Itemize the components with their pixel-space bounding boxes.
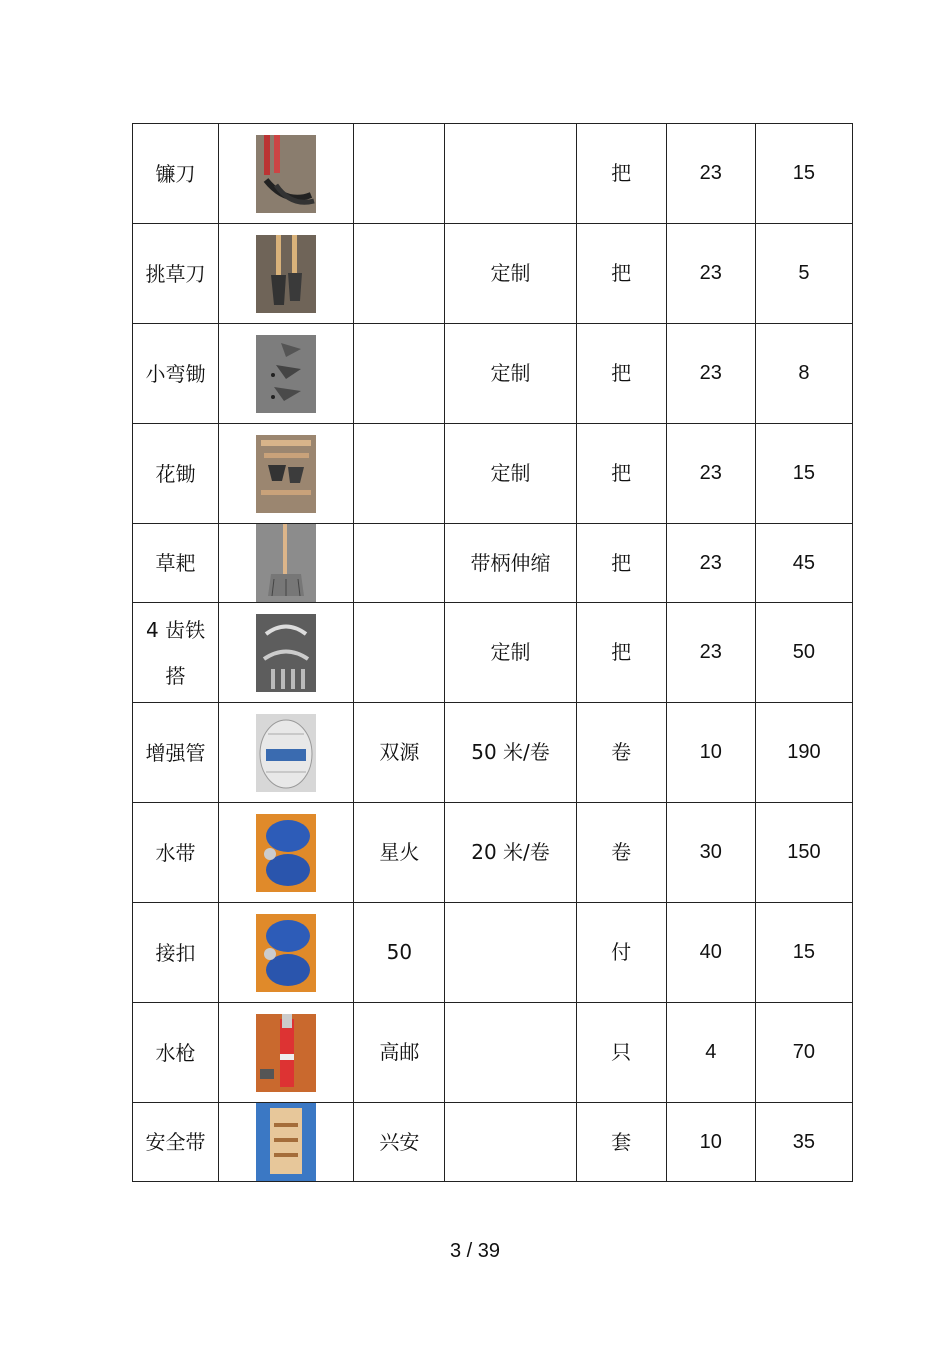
item-qty: 23 bbox=[666, 603, 755, 703]
item-brand bbox=[354, 124, 445, 224]
item-name: 水带 bbox=[133, 803, 219, 903]
flower-hoe-photo bbox=[256, 435, 316, 513]
item-qty: 4 bbox=[666, 1003, 755, 1103]
table-row bbox=[133, 1103, 853, 1182]
item-price: 15 bbox=[755, 903, 852, 1003]
item-name: 增强管 bbox=[133, 703, 219, 803]
item-photo bbox=[219, 1103, 354, 1182]
table-row bbox=[133, 324, 853, 424]
item-brand: 高邮 bbox=[354, 1003, 445, 1103]
item-brand bbox=[354, 324, 445, 424]
table-row bbox=[133, 703, 853, 803]
item-spec bbox=[445, 903, 576, 1003]
item-brand: 星火 bbox=[354, 803, 445, 903]
item-price: 15 bbox=[755, 424, 852, 524]
item-name: 镰刀 bbox=[133, 124, 219, 224]
item-qty: 10 bbox=[666, 1103, 755, 1182]
item-qty: 23 bbox=[666, 324, 755, 424]
item-brand bbox=[354, 603, 445, 703]
item-name: 4 齿铁搭 bbox=[133, 603, 219, 703]
item-photo bbox=[219, 1003, 354, 1103]
item-name: 安全带 bbox=[133, 1103, 219, 1182]
item-qty: 23 bbox=[666, 424, 755, 524]
item-name: 水枪 bbox=[133, 1003, 219, 1103]
item-price: 50 bbox=[755, 603, 852, 703]
item-unit: 把 bbox=[576, 324, 666, 424]
water-gun-photo bbox=[256, 1014, 316, 1092]
item-unit: 付 bbox=[576, 903, 666, 1003]
item-unit: 套 bbox=[576, 1103, 666, 1182]
product-table bbox=[132, 123, 853, 1182]
item-spec bbox=[445, 124, 576, 224]
item-photo bbox=[219, 524, 354, 603]
grass-rake-photo bbox=[256, 524, 316, 602]
item-name: 挑草刀 bbox=[133, 224, 219, 324]
safety-belt-photo bbox=[256, 1103, 316, 1181]
item-price: 35 bbox=[755, 1103, 852, 1182]
item-brand bbox=[354, 524, 445, 603]
hose-coupling-photo bbox=[256, 914, 316, 992]
item-unit: 把 bbox=[576, 424, 666, 524]
table-row bbox=[133, 903, 853, 1003]
item-spec: 20 米/卷 bbox=[445, 803, 576, 903]
item-name: 接扣 bbox=[133, 903, 219, 1003]
item-qty: 10 bbox=[666, 703, 755, 803]
item-unit: 把 bbox=[576, 124, 666, 224]
item-unit: 把 bbox=[576, 524, 666, 603]
item-qty: 30 bbox=[666, 803, 755, 903]
item-brand: 50 bbox=[354, 903, 445, 1003]
table-row bbox=[133, 803, 853, 903]
item-qty: 40 bbox=[666, 903, 755, 1003]
item-price: 15 bbox=[755, 124, 852, 224]
item-name: 花锄 bbox=[133, 424, 219, 524]
weeding-knife-photo bbox=[256, 235, 316, 313]
page-number: 3 / 39 bbox=[449, 1240, 501, 1262]
item-spec: 定制 bbox=[445, 224, 576, 324]
item-qty: 23 bbox=[666, 124, 755, 224]
item-price: 5 bbox=[755, 224, 852, 324]
item-brand: 双源 bbox=[354, 703, 445, 803]
table-row bbox=[133, 424, 853, 524]
item-name: 小弯锄 bbox=[133, 324, 219, 424]
item-photo bbox=[219, 324, 354, 424]
item-unit: 只 bbox=[576, 1003, 666, 1103]
table-row bbox=[133, 124, 853, 224]
item-photo bbox=[219, 603, 354, 703]
item-brand bbox=[354, 424, 445, 524]
item-price: 8 bbox=[755, 324, 852, 424]
item-qty: 23 bbox=[666, 524, 755, 603]
item-spec: 定制 bbox=[445, 324, 576, 424]
item-photo bbox=[219, 424, 354, 524]
item-brand: 兴安 bbox=[354, 1103, 445, 1182]
item-price: 70 bbox=[755, 1003, 852, 1103]
reinforced-hose-photo bbox=[256, 714, 316, 792]
item-spec bbox=[445, 1103, 576, 1182]
table-row bbox=[133, 603, 853, 703]
item-spec: 带柄伸缩 bbox=[445, 524, 576, 603]
item-unit: 卷 bbox=[576, 703, 666, 803]
item-photo bbox=[219, 224, 354, 324]
item-qty: 23 bbox=[666, 224, 755, 324]
small-curved-hoe-photo bbox=[256, 335, 316, 413]
item-photo bbox=[219, 124, 354, 224]
item-spec: 50 米/卷 bbox=[445, 703, 576, 803]
item-price: 150 bbox=[755, 803, 852, 903]
item-unit: 把 bbox=[576, 603, 666, 703]
item-unit: 把 bbox=[576, 224, 666, 324]
table-row bbox=[133, 1003, 853, 1103]
item-photo bbox=[219, 903, 354, 1003]
item-spec: 定制 bbox=[445, 603, 576, 703]
item-brand bbox=[354, 224, 445, 324]
item-spec: 定制 bbox=[445, 424, 576, 524]
water-hose-photo bbox=[256, 814, 316, 892]
item-name: 草耙 bbox=[133, 524, 219, 603]
item-unit: 卷 bbox=[576, 803, 666, 903]
table-row bbox=[133, 224, 853, 324]
item-photo bbox=[219, 803, 354, 903]
item-price: 45 bbox=[755, 524, 852, 603]
item-spec bbox=[445, 1003, 576, 1103]
four-tooth-rake-photo bbox=[256, 614, 316, 692]
sickle-photo bbox=[256, 135, 316, 213]
item-price: 190 bbox=[755, 703, 852, 803]
table-row bbox=[133, 524, 853, 603]
item-photo bbox=[219, 703, 354, 803]
